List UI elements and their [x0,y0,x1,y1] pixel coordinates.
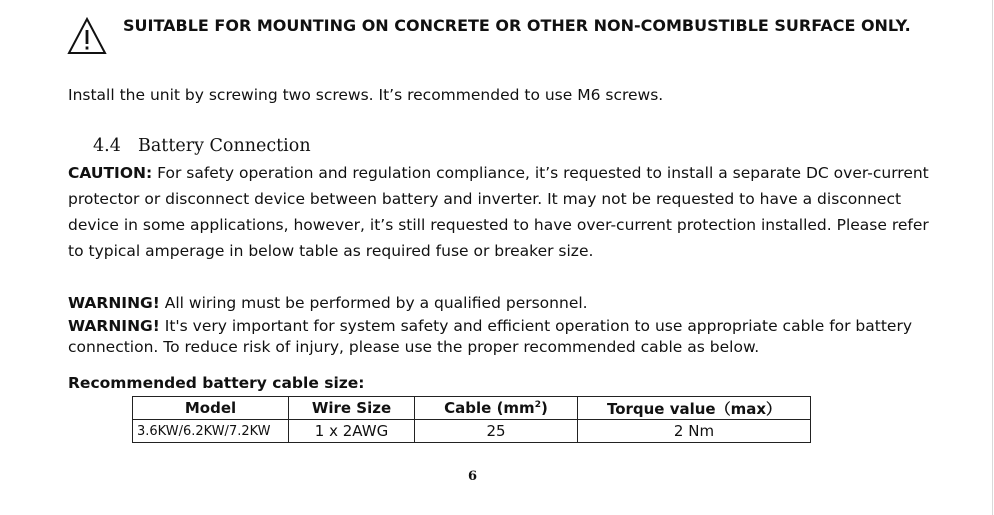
warning-label: WARNING! [68,294,160,312]
warning-2-line-2: connection. To reduce risk of injury, please use the proper recommended cable as below. [68,338,760,356]
cell-torque: 2 Nm [578,420,811,443]
warning-2-line-1: WARNING! It's very important for system safety and efficient operation to use appropriate cable for battery [68,317,913,335]
mounting-notice: SUITABLE FOR MOUNTING ON CONCRETE OR OTHER NON-COMBUSTIBLE SURFACE ONLY. [123,16,911,35]
warning-triangle-icon [67,17,107,55]
header-cable: Cable $(mm^2)$ [415,397,578,420]
cell-wire-size: 1 x 2AWG [289,420,415,443]
page-number: 6 [468,469,478,484]
table-header-row [133,397,811,420]
caution-line-2: protector or disconnect device between battery and inverter. It may not be requested to have a disconnect [68,190,902,208]
page-edge [992,0,993,515]
section-number: 4.4 [93,136,121,156]
cable-table [132,396,811,443]
caution-line-1: CAUTION: For safety operation and regulation compliance, it’s requested to install a separate DC over-current [68,164,929,182]
caution-label: CAUTION: [68,164,153,182]
cell-model: 3.6KW/6.2KW/7.2KW [133,420,289,443]
cell-cable: 25 [415,420,578,443]
caution-line-3: device in some applications, however, it’s still requested to have over-current protection installed. Please refer [68,216,929,234]
header-wire-size: Wire Size [289,397,415,420]
section-title: Battery Connection [138,136,311,156]
header-model: Model [133,397,289,420]
warning-1: WARNING! All wiring must be performed by a qualified personnel. [68,294,588,312]
section-heading [93,136,311,156]
install-instruction: Install the unit by screwing two screws. It’s recommended to use M6 screws. [68,86,664,104]
cable-table-title: Recommended battery cable size: [68,374,365,392]
table-row [133,420,811,443]
caution-line-4: to typical amperage in below table as required fuse or breaker size. [68,242,594,260]
header-torque: Torque value（max） [578,397,811,420]
warning-label: WARNING! [68,317,160,335]
